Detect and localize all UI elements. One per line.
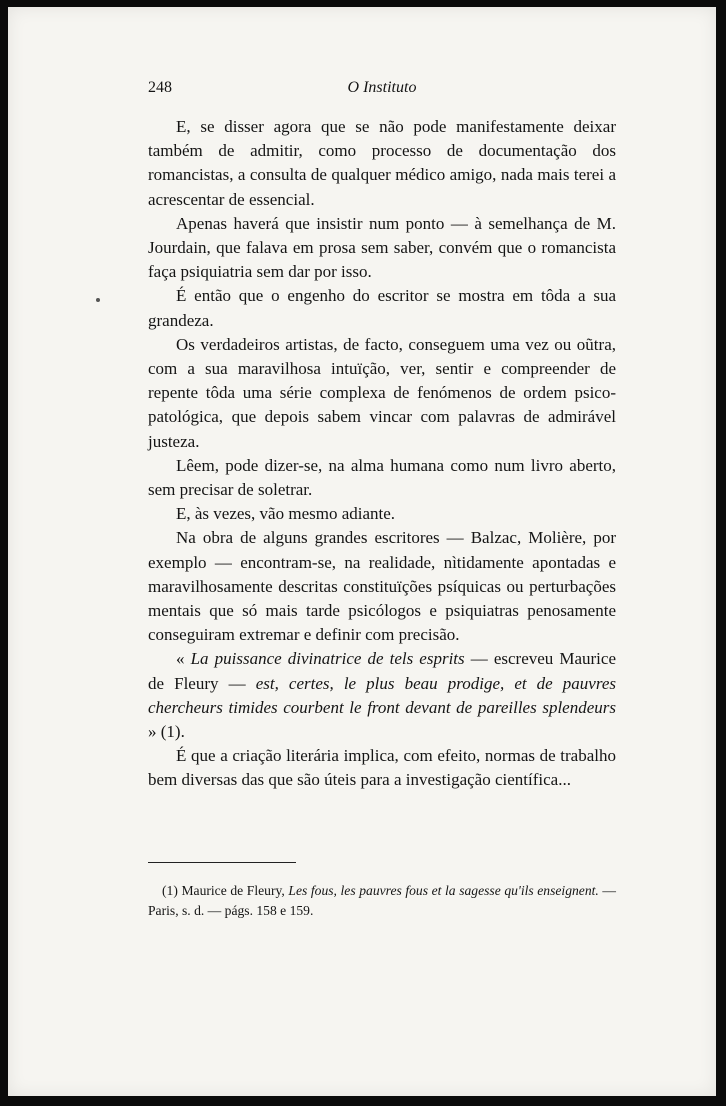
print-speck — [96, 298, 100, 302]
footnote-author: Maurice de Fleury, — [177, 883, 289, 898]
paragraph: É que a criação literária implica, com efeito, normas de trabalho bem diversas das que são úteis para a investigação científica... — [148, 746, 616, 790]
footnote-citation: — Paris, s. d. — págs. 158 e 159. — [148, 883, 617, 918]
paragraph: Na obra de alguns grandes escritores — Balzac, Molière, por exemplo — encontram-se, na realidade, nìtidamente apontadas e maravilhosamente descritas constituïções psíquicas ou perturbações mentais que só mais tarde psicólogos e psiquiatras penosamente conseguiram extremar e definir com precisão. — [148, 528, 616, 645]
quote-end: . — [180, 722, 185, 742]
quote-open: « — [176, 649, 191, 669]
paragraph: Apenas haverá que insistir num ponto — à semelhança de M. Jourdain, que falava em prosa sem saber, convém que o romancista faça psiquiatria sem dar por isso. — [148, 213, 616, 282]
paragraph: É então que o engenho do escritor se mostra em tôda a sua grandeza. — [148, 286, 616, 330]
paragraph: E, se disser agora que se não pode manifestamente deixar também de admitir, como processo de documentação dos romancistas, a consulta de qualquer médico amigo, nada mais terei a acrescentar de essencial. — [148, 117, 616, 209]
footnote-marker: (1) — [162, 883, 178, 898]
footnote-reference: (1) — [160, 722, 181, 742]
footnote — [148, 881, 616, 921]
quote-close: » — [148, 722, 161, 742]
body-text — [148, 115, 616, 793]
footnote-separator — [148, 862, 296, 863]
footnote-title: Les fous, les pauvres fous et la sagesse qu'ils enseignent. — [288, 883, 599, 898]
page-header — [148, 79, 616, 103]
quote-french-part-2: est, certes, le plus beau prodige, et de pauvres chercheurs timides courbent le front devant de pareilles splendeurs — [148, 673, 616, 717]
quote-french-part-1: La puissance divinatrice de tels esprits — [190, 649, 465, 669]
paragraph: Lêem, pode dizer-se, na alma humana como num livro aberto, sem precisar de soletrar. — [148, 455, 616, 500]
paragraph: Os verdadeiros artistas, de facto, conseguem uma vez ou oũtra, com a sua maravilhosa intuïção, ver, sentir e compreender de repente tôda uma série complexa de fenómenos de ordem psico-patológica, que depois sabem vincar com palavras de admirável justeza. — [148, 334, 616, 451]
running-title: O Instituto — [347, 79, 417, 96]
quote-attribution: — escreveu Maurice de Fleury — — [148, 649, 617, 693]
paragraph: E, às vezes, vão mesmo adiante. — [176, 504, 396, 524]
quotation-paragraph — [148, 647, 616, 744]
page-number: 248 — [148, 79, 172, 96]
